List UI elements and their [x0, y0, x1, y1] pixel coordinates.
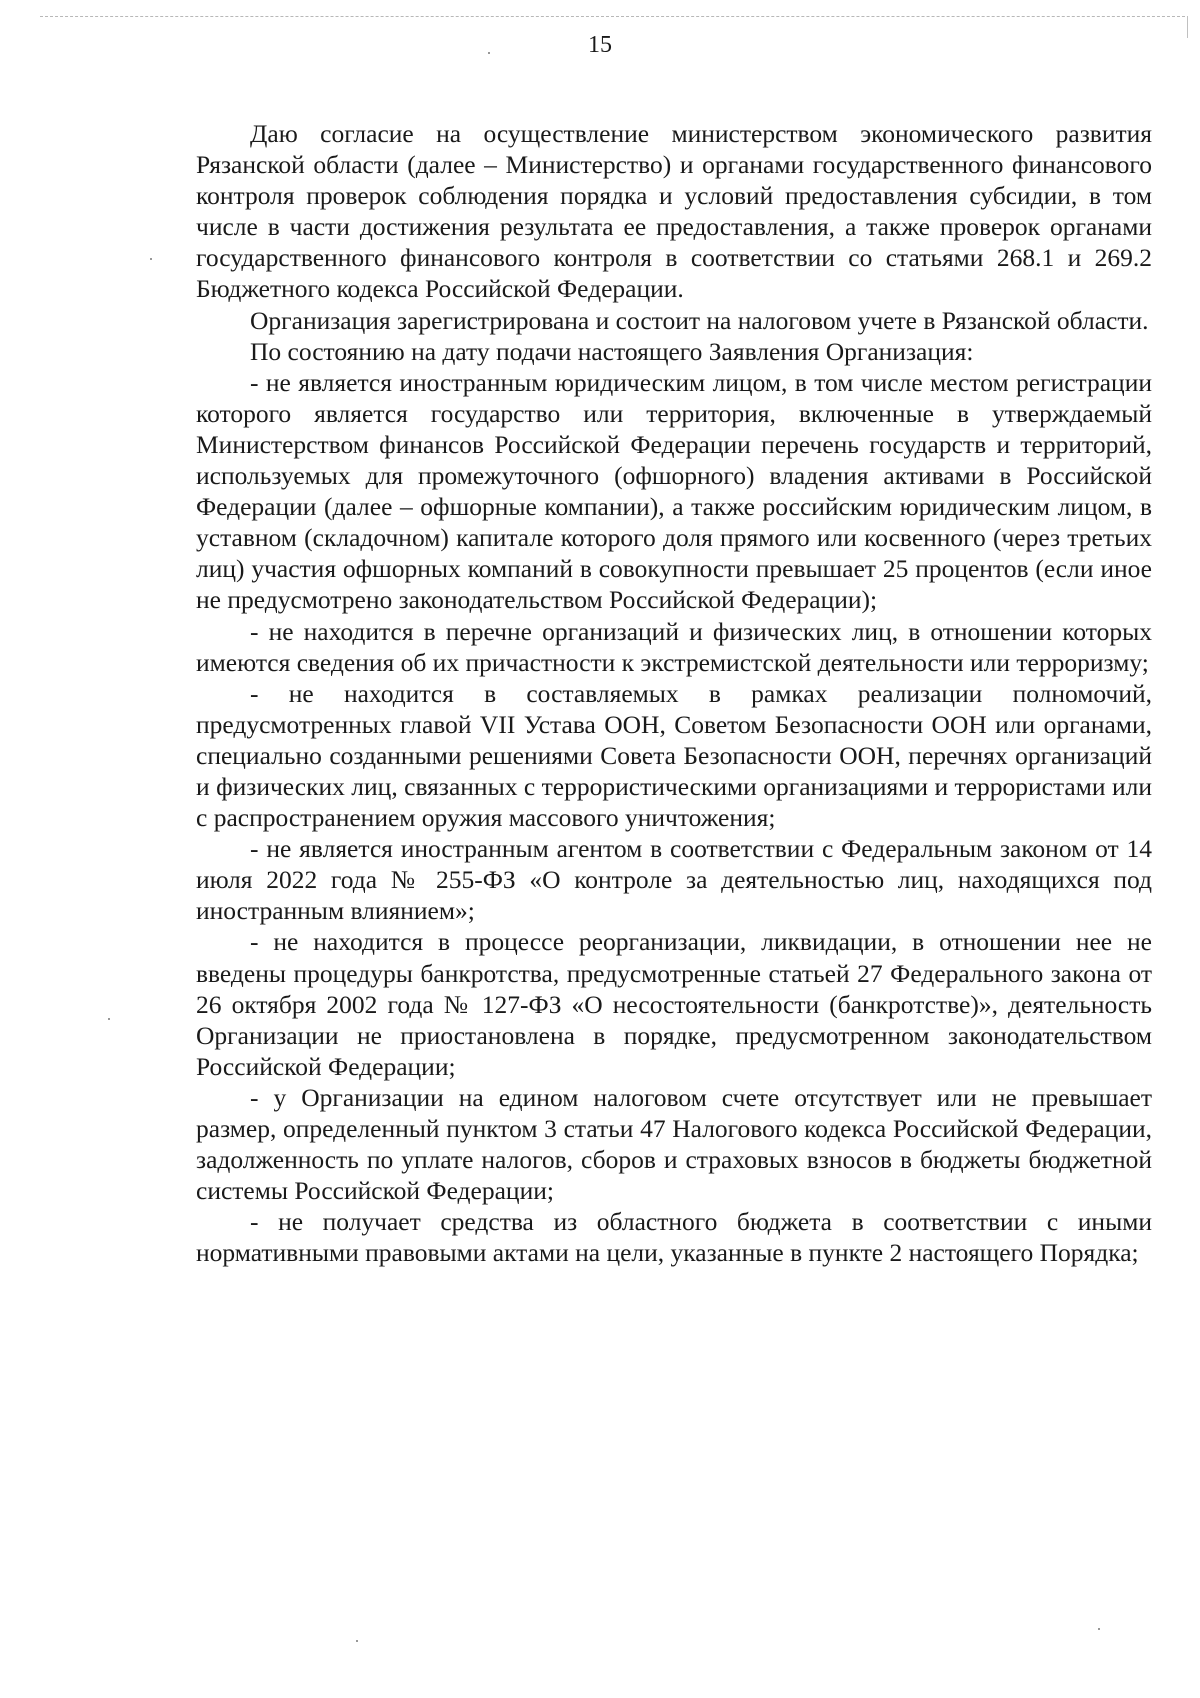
scan-speck: [1098, 1628, 1100, 1630]
page-number: 15: [588, 32, 612, 58]
paragraph-status-intro: По состоянию на дату подачи настоящего Заявления Организация:: [250, 336, 974, 366]
list-item-no-tax-debt: - у Организации на едином налоговом счете отсутствует или не превышает размер, определенный пунктом 3 статьи 47 Налогового кодекса Российской Федерации, задолженность по уплате налогов, сборов и страховых взносов в бюджеты бюджетной системы Российской Федерации;: [196, 1082, 1152, 1206]
scan-edge-line: [40, 16, 1185, 17]
list-item-not-extremist-list: - не находится в перечне организаций и физических лиц, в отношении которых имеются сведения об их причастности к экстремистской деятельности или терроризму;: [196, 616, 1152, 677]
list-item-not-foreign-entity: - не является иностранным юридическим лицом, в том числе местом регистрации которого является государство или территория, включенные в утверждаемый Министерством финансов Российской Федерации перечень государств и территорий, используемых для промежуточного (офшорного) владения активами в Российской Федерации (далее – офшорные компании), а также российским юридическим лицом, в уставном (складочном) капитале которого доля прямого или косвенного (через третьих лиц) участия офшорных компаний в совокупности превышает 25 процентов (если иное не предусмотрено законодательством Российской Федерации);: [196, 367, 1152, 615]
list-item-not-un-list: - не находится в составляемых в рамках реализации полномочий, предусмотренных главой VII Устава ООН, Советом Безопасности ООН или органами, специально созданными решениями Совета Безопасности ООН, перечнях организаций и физических лиц, связанных с террористическими организациями и террористами или с распространением оружия массового уничтожения;: [196, 678, 1152, 833]
paragraph-registration: Организация зарегистрирована и состоит на налоговом учете в Рязанской области.: [250, 305, 1149, 335]
scan-speck: [488, 52, 490, 54]
scan-speck: [356, 1640, 358, 1642]
scan-speck: [108, 1018, 110, 1020]
scan-speck: [150, 258, 152, 260]
paragraph-consent: Даю согласие на осуществление министерством экономического развития Рязанской области (далее – Министерство) и органами государственного финансового контроля проверок соблюдения порядка и условий предоставления субсидии, в том числе в части достижения результата ее предоставления, а также проверок органами государственного финансового контроля в соответствии со статьями 268.1 и 269.2 Бюджетного кодекса Российской Федерации.: [196, 119, 1152, 304]
document-body: [196, 118, 1152, 1268]
list-item-not-foreign-agent: - не является иностранным агентом в соответствии с Федеральным законом от 14 июля 2022 года № 255-ФЗ «О контроле за деятельностью лиц, находящихся под иностранным влиянием»;: [196, 834, 1152, 926]
list-item-no-other-funding: - не получает средства из областного бюджета в соответствии с иными нормативными правовыми актами на цели, указанные в пункте 2 настоящего Порядка;: [196, 1207, 1152, 1268]
list-item-not-reorganization: - не находится в процессе реорганизации, ликвидации, в отношении нее не введены процедуры банкротства, предусмотренные статьей 27 Федерального закона от 26 октября 2002 года № 127-ФЗ «О несостоятельности (банкротстве)», деятельность Организации не приостановлена в порядке, предусмотренном законодательством Российской Федерации;: [196, 927, 1152, 1081]
